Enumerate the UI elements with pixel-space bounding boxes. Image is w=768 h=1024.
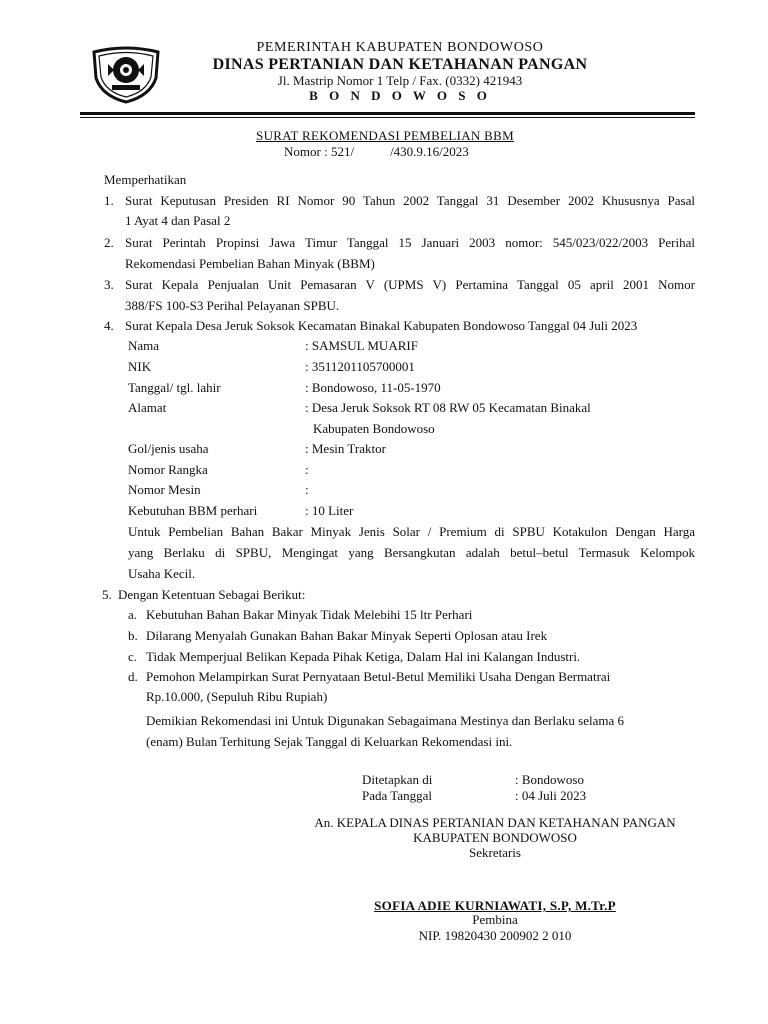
- closing-line: (enam) Bulan Terhitung Sejak Tanggal di Keluarkan Rekomendasi ini.: [146, 734, 513, 749]
- field-label-rangka: Nomor Rangka: [128, 462, 208, 477]
- item-text: Surat Kepala Desa Jeruk Soksok Kecamatan Binakal Kabupaten Bondowoso Tanggal 04 Juli 2023: [125, 318, 638, 333]
- letter-number-suffix: /430.9.16/2023: [390, 144, 469, 159]
- signatory-nip: NIP. 19820430 200902 2 010: [418, 928, 572, 943]
- tanggal-value: : 04 Juli 2023: [515, 788, 587, 803]
- item-number: 4.: [104, 318, 114, 333]
- field-value-rangka: :: [305, 462, 309, 477]
- signatory-regency: KABUPATEN BONDOWOSO: [413, 830, 577, 845]
- letterhead-divider-thick: [80, 112, 695, 115]
- item-text-cont: 388/FS 100-S3 Perihal Pelayanan SPBU.: [125, 298, 340, 313]
- signatory-position: Sekretaris: [469, 845, 521, 860]
- regency-logo: [90, 44, 162, 104]
- letter-number-prefix: Nomor : 521/: [284, 144, 355, 159]
- signatory-rank: Pembina: [472, 912, 518, 927]
- condition-letter: d.: [128, 669, 138, 684]
- field-value-alamat: : Desa Jeruk Soksok RT 08 RW 05 Kecamatan Binakal: [305, 400, 591, 415]
- field-value-usaha: : Mesin Traktor: [305, 441, 386, 456]
- field-label-nik: NIK: [128, 359, 152, 374]
- purpose-line: Untuk Pembelian Bahan Bakar Minyak Jenis Solar / Premium di SPBU Kotakulon Dengan Harga: [128, 524, 695, 539]
- field-value-alamat-cont: Kabupaten Bondowoso: [313, 421, 435, 436]
- field-label-nama: Nama: [128, 338, 160, 353]
- agency-city: B O N D O W O S O: [309, 88, 491, 103]
- item-number: 2.: [104, 235, 114, 250]
- condition-text: Kebutuhan Bahan Bakar Minyak Tidak Melebihi 15 ltr Perhari: [146, 607, 473, 622]
- item-number: 3.: [104, 277, 114, 292]
- item-text-cont: Rekomendasi Pembelian Bahan Minyak (BBM): [125, 256, 375, 271]
- agency-address: Jl. Mastrip Nomor 1 Telp / Fax. (0332) 421943: [277, 73, 523, 88]
- condition-text: Dilarang Menyalah Gunakan Bahan Bakar Minyak Seperti Oplosan atau Irek: [146, 628, 548, 643]
- letterhead-divider-thin: [80, 117, 695, 118]
- purpose-line: yang Berlaku di SPBU, Mengingat yang Bersangkutan adalah betul–betul Termasuk Kelompok: [128, 545, 695, 560]
- government-name: PEMERINTAH KABUPATEN BONDOWOSO: [256, 40, 544, 55]
- signatory-name: SOFIA ADIE KURNIAWATI, S.P, M.Tr.P: [374, 898, 616, 913]
- item-number: 1.: [104, 193, 114, 208]
- field-label-birth: Tanggal/ tgl. lahir: [128, 380, 221, 395]
- condition-text-cont: Rp.10.000, (Sepuluh Ribu Rupiah): [146, 689, 328, 704]
- intro-text: Memperhatikan: [104, 172, 187, 187]
- field-label-mesin: Nomor Mesin: [128, 482, 201, 497]
- agency-name: DINAS PERTANIAN DAN KETAHANAN PANGAN: [212, 56, 588, 73]
- item-text: Surat Perintah Propinsi Jawa Timur Tanggal 15 Januari 2003 nomor: 545/023/022/2003 Perihal: [125, 235, 695, 250]
- field-label-alamat: Alamat: [128, 400, 167, 415]
- item-text: Surat Kepala Penjualan Unit Pemasaran V (UPMS V) Pertamina Tanggal 05 april 2001 Nomor: [125, 277, 695, 292]
- item-number: 5.: [102, 587, 112, 602]
- field-value-birth: : Bondowoso, 11-05-1970: [305, 380, 441, 395]
- condition-letter: a.: [128, 607, 138, 622]
- tanggal-label: Pada Tanggal: [362, 788, 432, 803]
- item-text: Surat Keputusan Presiden RI Nomor 90 Tahun 2002 Tanggal 31 Desember 2002 Khususnya Pasal: [125, 193, 695, 208]
- purpose-line: Usaha Kecil.: [128, 566, 196, 581]
- condition-letter: c.: [128, 649, 138, 664]
- ditetapkan-value: : Bondowoso: [515, 772, 584, 787]
- section5-heading: Dengan Ketentuan Sebagai Berikut:: [118, 587, 306, 602]
- signatory-office: An. KEPALA DINAS PERTANIAN DAN KETAHANAN PANGAN: [314, 815, 676, 830]
- field-value-mesin: :: [305, 482, 309, 497]
- letter-title: SURAT REKOMENDASI PEMBELIAN BBM: [256, 128, 514, 143]
- bondowoso-seal-icon: [90, 44, 162, 104]
- field-label-kebutuhan: Kebutuhan BBM perhari: [128, 503, 258, 518]
- condition-text: Tidak Memperjual Belikan Kepada Pihak Ketiga, Dalam Hal ini Kalangan Industri.: [146, 649, 581, 664]
- condition-letter: b.: [128, 628, 138, 643]
- field-value-nama: : SAMSUL MUARIF: [305, 338, 418, 353]
- field-value-nik: : 3511201105700001: [305, 359, 415, 374]
- letter-number: [284, 144, 469, 160]
- ditetapkan-label: Ditetapkan di: [362, 772, 433, 787]
- field-value-kebutuhan: : 10 Liter: [305, 503, 354, 518]
- condition-text: Pemohon Melampirkan Surat Pernyataan Betul-Betul Memiliki Usaha Dengan Bermatrai: [146, 669, 611, 684]
- closing-line: Demikian Rekomendasi ini Untuk Digunakan Sebagaimana Mestinya dan Berlaku selama 6: [146, 713, 624, 728]
- field-label-usaha: Gol/jenis usaha: [128, 441, 209, 456]
- item-text-cont: 1 Ayat 4 dan Pasal 2: [125, 213, 231, 228]
